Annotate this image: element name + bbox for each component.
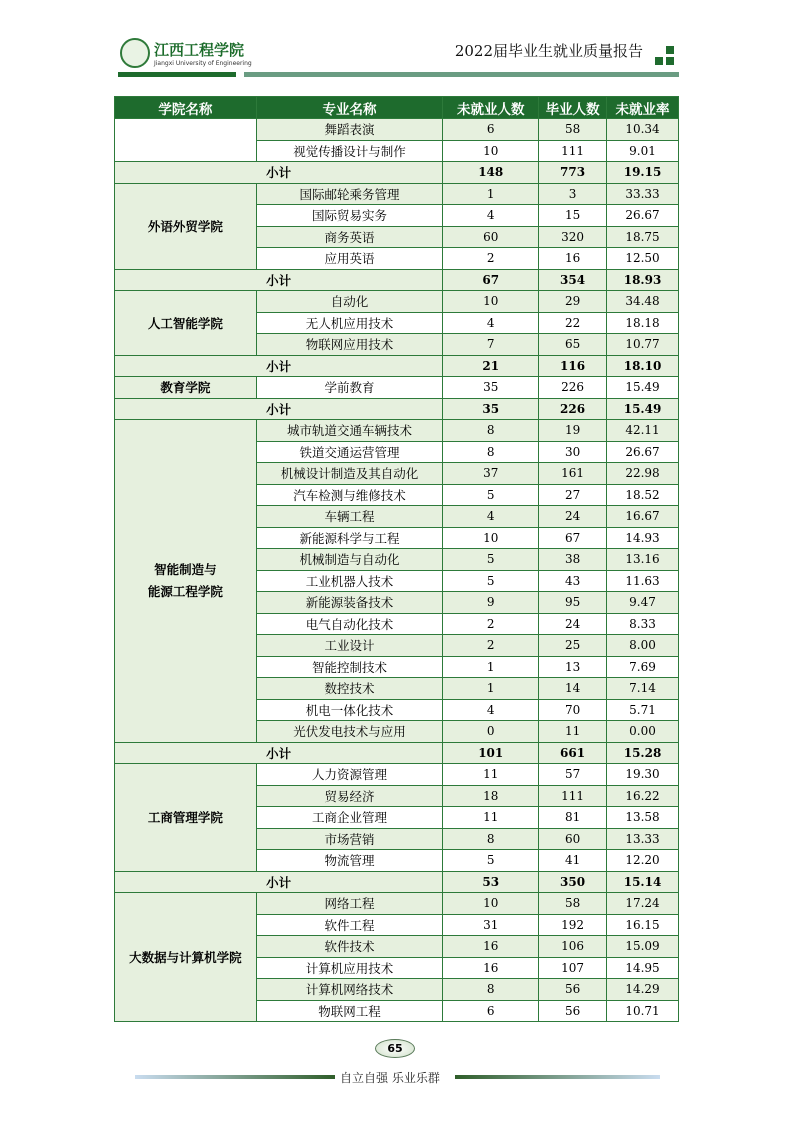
cell-value: 16.67 (607, 506, 679, 528)
cell-value: 1 (443, 183, 539, 205)
cell-value: 4 (443, 699, 539, 721)
cell-value: 8 (443, 420, 539, 442)
subtotal-value: 67 (443, 269, 539, 291)
major-name: 光伏发电技术与应用 (256, 721, 443, 743)
college-name: 教育学院 (115, 377, 257, 399)
major-name: 视觉传播设计与制作 (256, 140, 443, 162)
page-number: 65 (375, 1039, 415, 1058)
college-name: 人工智能学院 (115, 291, 257, 356)
major-name: 新能源装备技术 (256, 592, 443, 614)
table-row (115, 764, 679, 786)
subtotal-value: 116 (539, 355, 607, 377)
subtotal-row (115, 742, 679, 764)
cell-value: 11 (539, 721, 607, 743)
cell-value: 43 (539, 570, 607, 592)
cell-value: 57 (539, 764, 607, 786)
column-header: 学院名称 (115, 97, 257, 119)
cell-value: 1 (443, 656, 539, 678)
subtotal-value: 773 (539, 162, 607, 184)
cell-value: 4 (443, 312, 539, 334)
cell-value: 65 (539, 334, 607, 356)
subtotal-value: 15.28 (607, 742, 679, 764)
major-name: 计算机应用技术 (256, 957, 443, 979)
cell-value: 15.49 (607, 377, 679, 399)
cell-value: 17.24 (607, 893, 679, 915)
cell-value: 16 (443, 957, 539, 979)
cell-value: 81 (539, 807, 607, 829)
cell-value: 10 (443, 893, 539, 915)
cell-value: 3 (539, 183, 607, 205)
decor-square (666, 57, 674, 65)
cell-value: 226 (539, 377, 607, 399)
table-row (115, 183, 679, 205)
cell-value: 12.50 (607, 248, 679, 270)
cell-value: 95 (539, 592, 607, 614)
major-name: 软件工程 (256, 914, 443, 936)
cell-value: 9.01 (607, 140, 679, 162)
cell-value: 31 (443, 914, 539, 936)
cell-value: 26.67 (607, 205, 679, 227)
cell-value: 5 (443, 850, 539, 872)
university-logo (120, 38, 252, 68)
cell-value: 24 (539, 506, 607, 528)
cell-value: 107 (539, 957, 607, 979)
cell-value: 10 (443, 291, 539, 313)
major-name: 自动化 (256, 291, 443, 313)
employment-table (114, 96, 679, 1022)
subtotal-value: 148 (443, 162, 539, 184)
major-name: 汽车检测与维修技术 (256, 484, 443, 506)
major-name: 舞蹈表演 (256, 119, 443, 141)
major-name: 智能控制技术 (256, 656, 443, 678)
seal-icon (120, 38, 150, 68)
subtotal-row (115, 398, 679, 420)
cell-value: 8.00 (607, 635, 679, 657)
cell-value: 56 (539, 1000, 607, 1022)
cell-value: 8.33 (607, 613, 679, 635)
college-name: 外语外贸学院 (115, 183, 257, 269)
cell-value: 67 (539, 527, 607, 549)
cell-value: 5 (443, 484, 539, 506)
major-name: 新能源科学与工程 (256, 527, 443, 549)
subtotal-label: 小计 (115, 742, 443, 764)
cell-value: 14.29 (607, 979, 679, 1001)
table-row (115, 893, 679, 915)
subtotal-value: 661 (539, 742, 607, 764)
major-name: 工业机器人技术 (256, 570, 443, 592)
major-name: 物流管理 (256, 850, 443, 872)
cell-value: 13.16 (607, 549, 679, 571)
cell-value: 22 (539, 312, 607, 334)
column-header: 专业名称 (256, 97, 443, 119)
cell-value: 10 (443, 527, 539, 549)
cell-value: 4 (443, 506, 539, 528)
cell-value: 15.09 (607, 936, 679, 958)
column-header: 未就业率 (607, 97, 679, 119)
subtotal-row (115, 871, 679, 893)
decor-square (666, 46, 674, 54)
subtotal-value: 101 (443, 742, 539, 764)
cell-value: 27 (539, 484, 607, 506)
cell-value: 70 (539, 699, 607, 721)
cell-value: 11.63 (607, 570, 679, 592)
cell-value: 41 (539, 850, 607, 872)
footer-rule (135, 1075, 335, 1079)
cell-value: 161 (539, 463, 607, 485)
cell-value: 5 (443, 549, 539, 571)
major-name: 机械设计制造及其自动化 (256, 463, 443, 485)
cell-value: 5.71 (607, 699, 679, 721)
cell-value: 19 (539, 420, 607, 442)
decor-square (655, 57, 663, 65)
subtotal-value: 15.49 (607, 398, 679, 420)
footer-motto: 自立自强 乐业乐群 (340, 1071, 440, 1085)
subtotal-value: 226 (539, 398, 607, 420)
cell-value: 0.00 (607, 721, 679, 743)
subtotal-value: 350 (539, 871, 607, 893)
subtotal-label: 小计 (115, 355, 443, 377)
cell-value: 14.93 (607, 527, 679, 549)
subtotal-row (115, 355, 679, 377)
cell-value: 14 (539, 678, 607, 700)
cell-value: 13 (539, 656, 607, 678)
cell-value: 25 (539, 635, 607, 657)
major-name: 电气自动化技术 (256, 613, 443, 635)
college-name: 工商管理学院 (115, 764, 257, 872)
cell-value: 56 (539, 979, 607, 1001)
cell-value: 7 (443, 334, 539, 356)
cell-value: 22.98 (607, 463, 679, 485)
cell-value: 10.77 (607, 334, 679, 356)
column-header: 毕业人数 (539, 97, 607, 119)
cell-value: 16.22 (607, 785, 679, 807)
cell-value: 11 (443, 764, 539, 786)
subtotal-value: 354 (539, 269, 607, 291)
major-name: 软件技术 (256, 936, 443, 958)
table-row (115, 377, 679, 399)
cell-value: 18.52 (607, 484, 679, 506)
major-name: 机械制造与自动化 (256, 549, 443, 571)
cell-value: 58 (539, 119, 607, 141)
cell-value: 60 (443, 226, 539, 248)
cell-value: 8 (443, 828, 539, 850)
cell-value: 14.95 (607, 957, 679, 979)
cell-value: 30 (539, 441, 607, 463)
logo-en: Jiangxi University of Engineering (154, 60, 252, 67)
cell-value: 42.11 (607, 420, 679, 442)
cell-value: 0 (443, 721, 539, 743)
major-name: 数控技术 (256, 678, 443, 700)
cell-value: 9.47 (607, 592, 679, 614)
subtotal-row (115, 162, 679, 184)
college-name: 大数据与计算机学院 (115, 893, 257, 1022)
logo-cn: 江西工程学院 (154, 41, 245, 59)
subtotal-row (115, 269, 679, 291)
cell-value: 18.18 (607, 312, 679, 334)
cell-value: 12.20 (607, 850, 679, 872)
major-name: 物联网工程 (256, 1000, 443, 1022)
cell-value: 7.14 (607, 678, 679, 700)
subtotal-value: 35 (443, 398, 539, 420)
major-name: 商务英语 (256, 226, 443, 248)
major-name: 应用英语 (256, 248, 443, 270)
subtotal-value: 18.93 (607, 269, 679, 291)
cell-value: 192 (539, 914, 607, 936)
cell-value: 7.69 (607, 656, 679, 678)
cell-value: 6 (443, 1000, 539, 1022)
subtotal-value: 21 (443, 355, 539, 377)
major-name: 工商企业管理 (256, 807, 443, 829)
table-row (115, 291, 679, 313)
cell-value: 11 (443, 807, 539, 829)
cell-value: 2 (443, 635, 539, 657)
major-name: 计算机网络技术 (256, 979, 443, 1001)
major-name: 无人机应用技术 (256, 312, 443, 334)
footer-rule (455, 1075, 660, 1079)
cell-value: 16 (539, 248, 607, 270)
major-name: 铁道交通运营管理 (256, 441, 443, 463)
cell-value: 37 (443, 463, 539, 485)
major-name: 工业设计 (256, 635, 443, 657)
major-name: 车辆工程 (256, 506, 443, 528)
cell-value: 320 (539, 226, 607, 248)
cell-value: 10.71 (607, 1000, 679, 1022)
major-name: 国际邮轮乘务管理 (256, 183, 443, 205)
cell-value: 29 (539, 291, 607, 313)
major-name: 学前教育 (256, 377, 443, 399)
cell-value: 4 (443, 205, 539, 227)
cell-value: 10.34 (607, 119, 679, 141)
cell-value: 8 (443, 979, 539, 1001)
table-row (115, 119, 679, 141)
subtotal-value: 53 (443, 871, 539, 893)
header-rule (118, 72, 236, 77)
cell-value: 24 (539, 613, 607, 635)
major-name: 贸易经济 (256, 785, 443, 807)
cell-value: 18 (443, 785, 539, 807)
cell-value: 111 (539, 785, 607, 807)
cell-value: 26.67 (607, 441, 679, 463)
cell-value: 34.48 (607, 291, 679, 313)
subtotal-value: 18.10 (607, 355, 679, 377)
cell-value: 1 (443, 678, 539, 700)
cell-value: 8 (443, 441, 539, 463)
cell-value: 38 (539, 549, 607, 571)
major-name: 城市轨道交通车辆技术 (256, 420, 443, 442)
cell-value: 5 (443, 570, 539, 592)
cell-value: 111 (539, 140, 607, 162)
table-row (115, 420, 679, 442)
cell-value: 19.30 (607, 764, 679, 786)
subtotal-label: 小计 (115, 871, 443, 893)
major-name: 人力资源管理 (256, 764, 443, 786)
cell-value: 58 (539, 893, 607, 915)
cell-value: 106 (539, 936, 607, 958)
cell-value: 10 (443, 140, 539, 162)
header-rule (244, 72, 679, 77)
cell-value: 16 (443, 936, 539, 958)
cell-value: 13.33 (607, 828, 679, 850)
subtotal-value: 19.15 (607, 162, 679, 184)
major-name: 物联网应用技术 (256, 334, 443, 356)
cell-value: 33.33 (607, 183, 679, 205)
subtotal-value: 15.14 (607, 871, 679, 893)
major-name: 网络工程 (256, 893, 443, 915)
cell-value: 6 (443, 119, 539, 141)
cell-value: 13.58 (607, 807, 679, 829)
college-name (115, 119, 257, 162)
cell-value: 60 (539, 828, 607, 850)
cell-value: 2 (443, 613, 539, 635)
cell-value: 16.15 (607, 914, 679, 936)
major-name: 国际贸易实务 (256, 205, 443, 227)
major-name: 市场营销 (256, 828, 443, 850)
column-header: 未就业人数 (443, 97, 539, 119)
cell-value: 18.75 (607, 226, 679, 248)
subtotal-label: 小计 (115, 162, 443, 184)
cell-value: 9 (443, 592, 539, 614)
cell-value: 2 (443, 248, 539, 270)
subtotal-label: 小计 (115, 269, 443, 291)
cell-value: 35 (443, 377, 539, 399)
college-name: 智能制造与 能源工程学院 (115, 420, 257, 743)
cell-value: 15 (539, 205, 607, 227)
major-name: 机电一体化技术 (256, 699, 443, 721)
subtotal-label: 小计 (115, 398, 443, 420)
report-title: 2022届毕业生就业质量报告 (454, 42, 643, 60)
